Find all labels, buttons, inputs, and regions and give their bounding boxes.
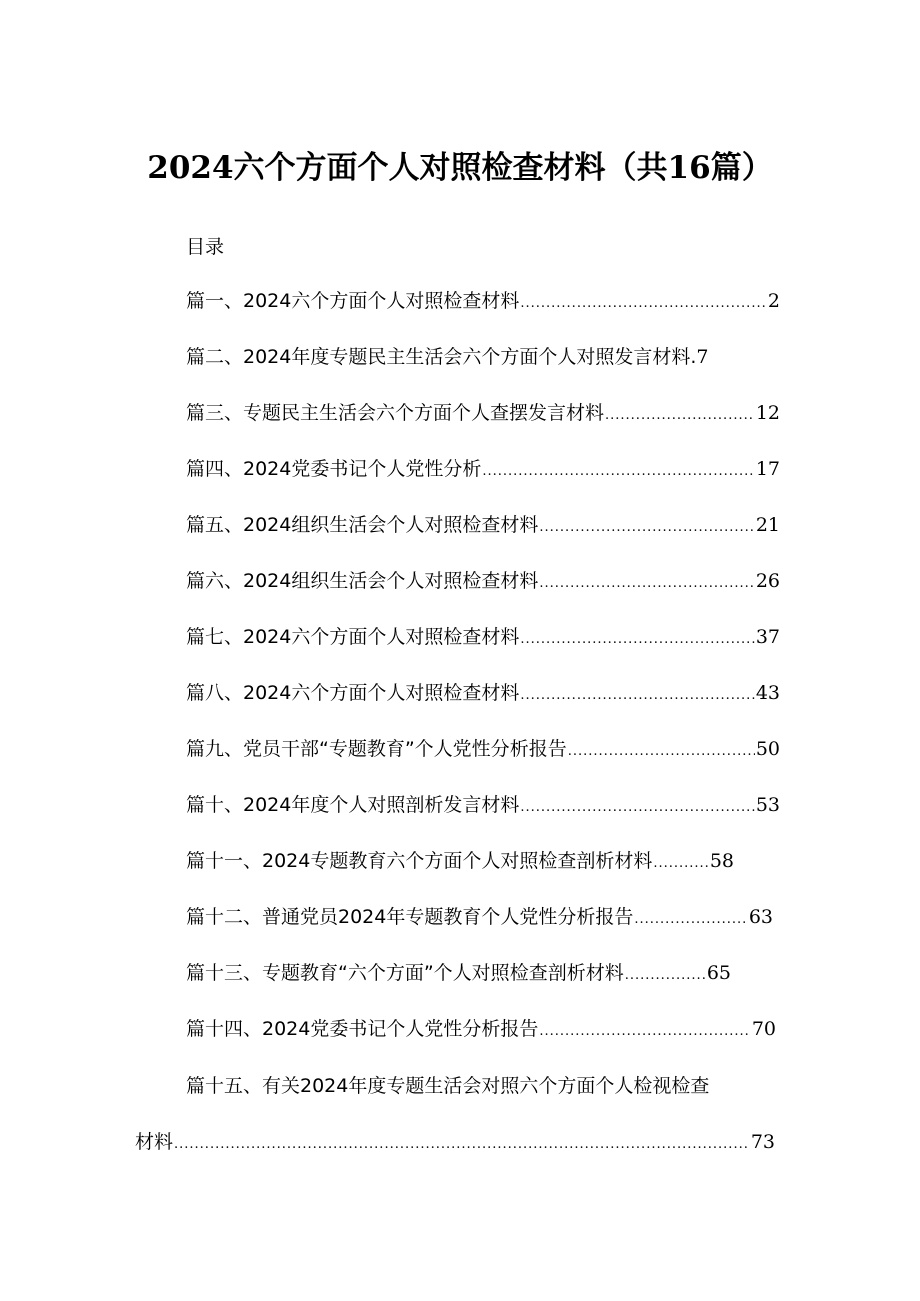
- toc-entry-15[interactable]: [186, 1071, 709, 1101]
- toc-entry-page: 65: [706, 962, 731, 984]
- toc-entry-4[interactable]: [186, 454, 780, 484]
- toc-entry-label: 篇十二、普通党员2024年专题教育个人党性分析报告: [186, 906, 634, 928]
- toc-leader-dots: [174, 1130, 750, 1160]
- toc-entry-label: 篇八、2024六个方面个人对照检查材料: [186, 682, 520, 704]
- toc-entry-3[interactable]: [186, 398, 780, 428]
- toc-entry-label: 篇十四、2024党委书记个人党性分析报告: [186, 1018, 539, 1040]
- toc-entry-page: 21: [755, 514, 780, 536]
- toc-entry-label: 篇七、2024六个方面个人对照检查材料: [186, 626, 520, 648]
- toc-entry-page: 58: [709, 850, 734, 872]
- toc-entry-page: 2: [767, 290, 780, 312]
- toc-entry-label: 篇九、党员干部“专题教育”个人党性分析报告: [186, 738, 567, 760]
- toc-entry-6[interactable]: [186, 566, 780, 596]
- toc-entry-page: 12: [755, 402, 780, 424]
- toc-leader-dots: [520, 625, 754, 655]
- toc-entry-label: 篇十三、专题教育“六个方面”个人对照检查剖析材料: [186, 962, 624, 984]
- toc-entry-1[interactable]: [186, 286, 780, 316]
- toc-leader-dots: [539, 1017, 750, 1047]
- toc-entry-label: 篇二、2024年度专题民主生活会六个方面个人对照发言材料.: [186, 346, 697, 368]
- toc-entry-label: 篇十五、有关2024年度专题生活会对照六个方面个人检视检查: [186, 1075, 710, 1097]
- toc-entry-15-continued[interactable]: [135, 1127, 775, 1157]
- toc-leader-dots: [482, 457, 754, 487]
- toc-leader-dots: [653, 849, 708, 879]
- toc-entry-page: 53: [755, 794, 780, 816]
- toc-entry-page: 26: [755, 570, 780, 592]
- toc-entry-13[interactable]: [186, 958, 731, 988]
- toc-entry-label: 篇三、专题民主生活会六个方面个人查摆发言材料: [186, 402, 605, 424]
- toc-entry-label: 篇十一、2024专题教育六个方面个人对照检查剖析材料: [186, 850, 653, 872]
- toc-entry-10[interactable]: [186, 790, 780, 820]
- document-title: 2024六个方面个人对照检查材料（共16篇）: [147, 150, 773, 186]
- toc-entry-page: 50: [755, 738, 780, 760]
- toc-leader-dots: [539, 569, 754, 599]
- toc-leader-dots: [568, 737, 755, 767]
- toc-entry-14[interactable]: [186, 1014, 776, 1044]
- toc-entry-11[interactable]: [186, 846, 734, 876]
- toc-entry-7[interactable]: [186, 622, 780, 652]
- toc-entry-label: 篇十、2024年度个人对照剖析发言材料: [186, 794, 520, 816]
- toc-leader-dots: [605, 401, 755, 431]
- toc-entry-label: 篇四、2024党委书记个人党性分析: [186, 458, 482, 480]
- toc-leader-dots: [625, 961, 706, 991]
- toc-entry-page: 17: [755, 458, 780, 480]
- toc-entry-page: 37: [755, 626, 780, 648]
- toc-entry-8[interactable]: [186, 678, 780, 708]
- toc-entry-page: 43: [755, 682, 780, 704]
- toc-entry-page: 73: [750, 1131, 775, 1153]
- toc-entry-page: 7: [696, 346, 709, 368]
- toc-leader-dots: [520, 681, 754, 711]
- toc-leader-dots: [539, 513, 754, 543]
- toc-leader-dots: [520, 793, 754, 823]
- toc-entry-9[interactable]: [186, 734, 780, 764]
- toc-entry-5[interactable]: [186, 510, 780, 540]
- toc-entry-label-continued: 材料: [135, 1131, 174, 1153]
- toc-entry-page: 70: [751, 1018, 776, 1040]
- toc-entry-label: 篇六、2024组织生活会个人对照检查材料: [186, 570, 539, 592]
- toc-entry-label: 篇五、2024组织生活会个人对照检查材料: [186, 514, 539, 536]
- toc-entry-page: 63: [748, 906, 773, 928]
- toc-entry-label: 篇一、2024六个方面个人对照检查材料: [186, 290, 520, 312]
- toc-leader-dots: [520, 289, 767, 319]
- toc-entry-2[interactable]: [186, 342, 709, 372]
- toc-leader-dots: [634, 905, 747, 935]
- toc-entry-12[interactable]: [186, 902, 773, 932]
- toc-heading: 目录: [186, 236, 225, 258]
